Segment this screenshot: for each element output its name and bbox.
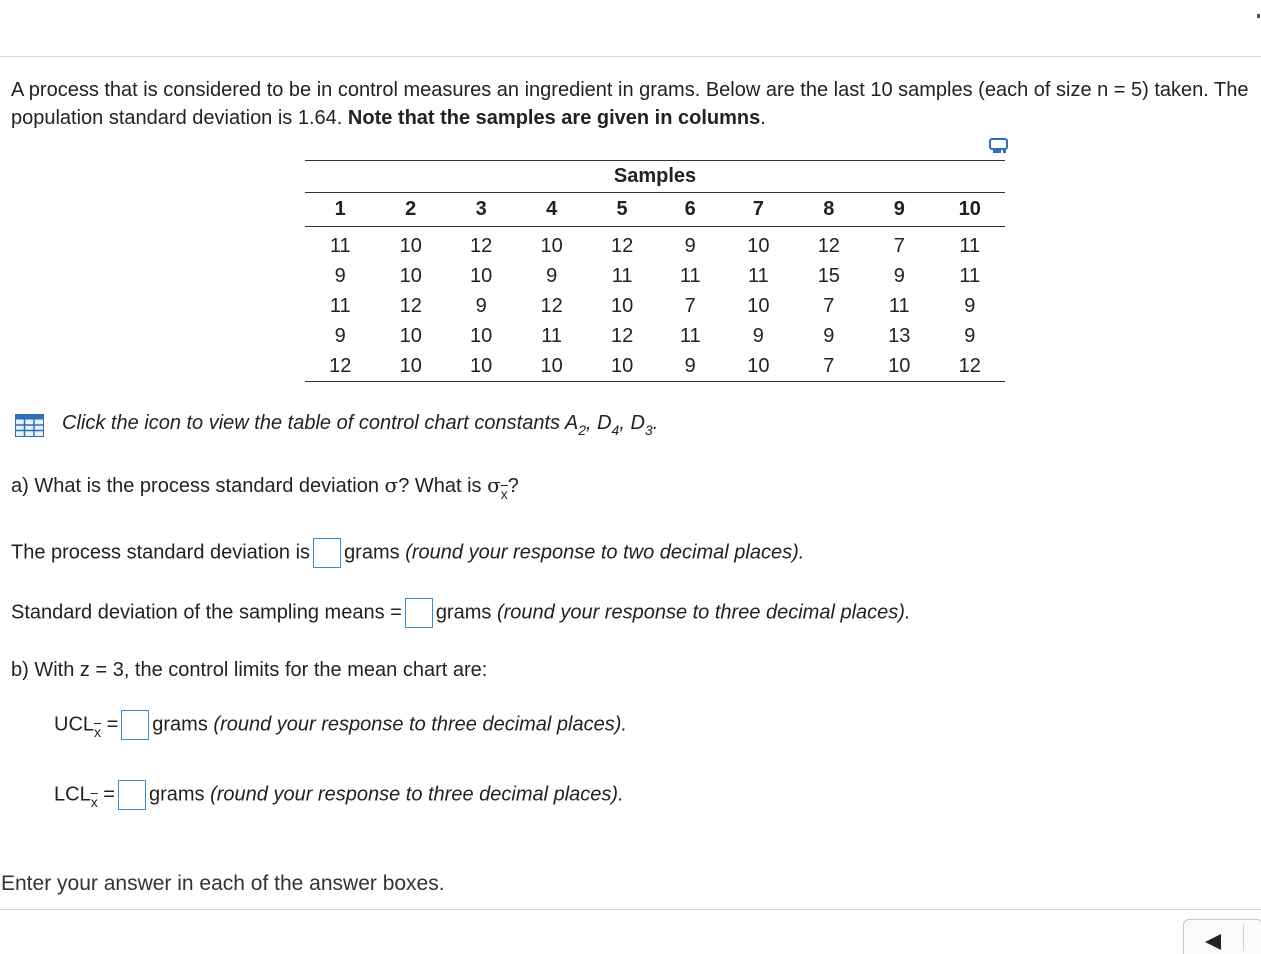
table-cell: 10: [723, 351, 793, 382]
sampling-sd-hint: (round your response to three decimal places).: [496, 601, 911, 624]
process-sd-line: [11, 538, 804, 568]
previous-arrow-icon[interactable]: [1205, 934, 1221, 950]
table-cell: 10: [399, 264, 422, 287]
table-cell: 7: [823, 294, 835, 317]
table-cell: 11: [541, 324, 563, 347]
process-sd-label: The process standard deviation is: [11, 541, 311, 564]
intro-end: .: [760, 107, 766, 129]
nav-separator: [1243, 925, 1244, 951]
constants-mid1: , D: [585, 412, 612, 434]
table-cell: 9: [964, 324, 976, 347]
lcl-equals: =: [103, 783, 115, 806]
ucl-input[interactable]: [121, 710, 149, 740]
table-cell: 12: [935, 351, 1005, 382]
sampling-sd-label: Standard deviation of the sampling means =: [11, 601, 402, 624]
table-cell: 10: [399, 234, 422, 257]
table-row: [305, 227, 1005, 262]
table-cell: 7: [684, 294, 696, 317]
column-header: 4: [516, 193, 586, 227]
lcl-line: [54, 780, 624, 810]
table-cell: 12: [610, 234, 634, 257]
table-cell: 10: [470, 324, 493, 347]
ucl-equals: =: [106, 713, 119, 736]
samples-table: [305, 160, 1005, 382]
table-cell: 12: [610, 324, 634, 347]
table-cell: 12: [399, 294, 422, 317]
column-header: 5: [587, 193, 657, 227]
table-cell: 11: [888, 294, 910, 317]
table-cell: 11: [329, 294, 351, 317]
table-cell: 10: [540, 234, 563, 257]
constants-text: Click the icon to view the table of control chart constants A: [62, 412, 579, 434]
table-row: [305, 351, 1005, 382]
intro-bold: Note that the samples are given in columns: [347, 107, 761, 129]
sampling-sd-line: [11, 598, 911, 628]
a-subscript: 2: [578, 422, 586, 438]
footer-instruction: Enter your answer in each of the answer boxes.: [1, 872, 445, 895]
table-cell: 10: [587, 351, 657, 382]
table-row: [305, 321, 1005, 351]
sampling-sd-input[interactable]: [405, 598, 433, 628]
process-sd-unit: grams: [344, 541, 400, 564]
table-cell: 9: [752, 324, 764, 347]
part-a-question: [11, 473, 519, 502]
column-header: 2: [375, 193, 445, 227]
ucl-label: UCL: [54, 713, 95, 736]
table-cell: 7: [794, 351, 864, 382]
table-cell: 9: [475, 294, 487, 317]
table-cell: 9: [684, 234, 696, 257]
table-row: [305, 261, 1005, 291]
part-a-mid: ? What is: [398, 475, 488, 497]
constants-link[interactable]: [62, 412, 658, 438]
table-cell: 11: [959, 234, 981, 257]
bottom-divider: [0, 909, 1261, 910]
table-cell: 11: [747, 264, 769, 287]
table-cell: 10: [516, 351, 586, 382]
sigma-symbol: σ: [487, 473, 501, 497]
column-header: 3: [446, 193, 516, 227]
table-cell: 10: [747, 234, 770, 257]
expand-table-icon[interactable]: [988, 137, 1010, 155]
intro-text: A process that is considered to be in control measures an ingredient in grams. Below are the last 10 samples (each of size n = 5) taken. The population standard deviation is 1.64.: [11, 79, 1249, 129]
table-cell: 10: [747, 294, 770, 317]
column-header: 8: [794, 193, 864, 227]
table-cell: 11: [611, 264, 633, 287]
xbar-subscript: x: [500, 486, 508, 502]
lcl-hint: (round your response to three decimal places).: [210, 783, 624, 806]
table-cell: 9: [964, 294, 976, 317]
table-cell: 11: [329, 234, 351, 257]
d3-subscript: 3: [644, 422, 653, 438]
corner-mark: [1257, 14, 1260, 18]
table-cell: 10: [610, 294, 634, 317]
column-header: 10: [935, 193, 1005, 227]
table-cell: 9: [334, 324, 346, 347]
table-cell: 12: [470, 234, 493, 257]
constants-end: .: [652, 412, 659, 434]
process-sd-hint: (round your response to two decimal places).: [405, 541, 805, 564]
table-cell: 9: [334, 264, 346, 287]
table-cell: 12: [817, 234, 840, 257]
table-cell: 10: [399, 324, 422, 347]
nav-buttons: [1183, 919, 1261, 954]
table-cell: 9: [657, 351, 723, 382]
question-intro: [11, 76, 1251, 132]
part-a-pre: a) What is the process standard deviation: [11, 475, 385, 497]
lcl-input[interactable]: [118, 780, 146, 810]
ucl-hint: (round your response to three decimal places).: [213, 713, 627, 736]
table-grid-icon[interactable]: [15, 414, 44, 437]
table-cell: 12: [540, 294, 563, 317]
table-cell: 9: [823, 324, 835, 347]
table-cell: 10: [864, 351, 934, 382]
samples-group-header: Samples: [305, 161, 1005, 193]
sampling-sd-unit: grams: [435, 601, 492, 624]
top-divider: [0, 56, 1261, 57]
ucl-subscript: x: [94, 724, 102, 741]
ucl-line: [54, 710, 627, 740]
column-header: 6: [657, 193, 723, 227]
table-cell: 9: [546, 264, 558, 287]
lcl-unit: grams: [148, 783, 205, 806]
part-a-end: ?: [507, 475, 519, 497]
table-row: [305, 291, 1005, 321]
sigma-symbol: σ: [384, 473, 399, 497]
constants-mid2: , D: [619, 412, 645, 434]
lcl-label: LCL: [54, 783, 91, 806]
column-header: 1: [305, 193, 375, 227]
table-cell: 12: [305, 351, 375, 382]
column-header: 7: [723, 193, 793, 227]
table-cell: 10: [375, 351, 445, 382]
table-cell: 11: [679, 324, 701, 347]
table-cell: 10: [446, 351, 516, 382]
d4-subscript: 4: [611, 422, 620, 438]
part-b-question: b) With z = 3, the control limits for the mean chart are:: [11, 659, 488, 681]
process-sd-input[interactable]: [313, 538, 341, 568]
table-cell: 7: [893, 234, 905, 257]
table-cell: 11: [959, 264, 981, 287]
ucl-unit: grams: [152, 713, 208, 736]
lcl-subscript: x: [90, 794, 98, 811]
table-cell: 13: [888, 324, 911, 347]
table-cell: 15: [817, 264, 840, 287]
table-cell: 10: [470, 264, 493, 287]
table-cell: 11: [679, 264, 701, 287]
column-header: 9: [864, 193, 934, 227]
table-cell: 9: [893, 264, 905, 287]
